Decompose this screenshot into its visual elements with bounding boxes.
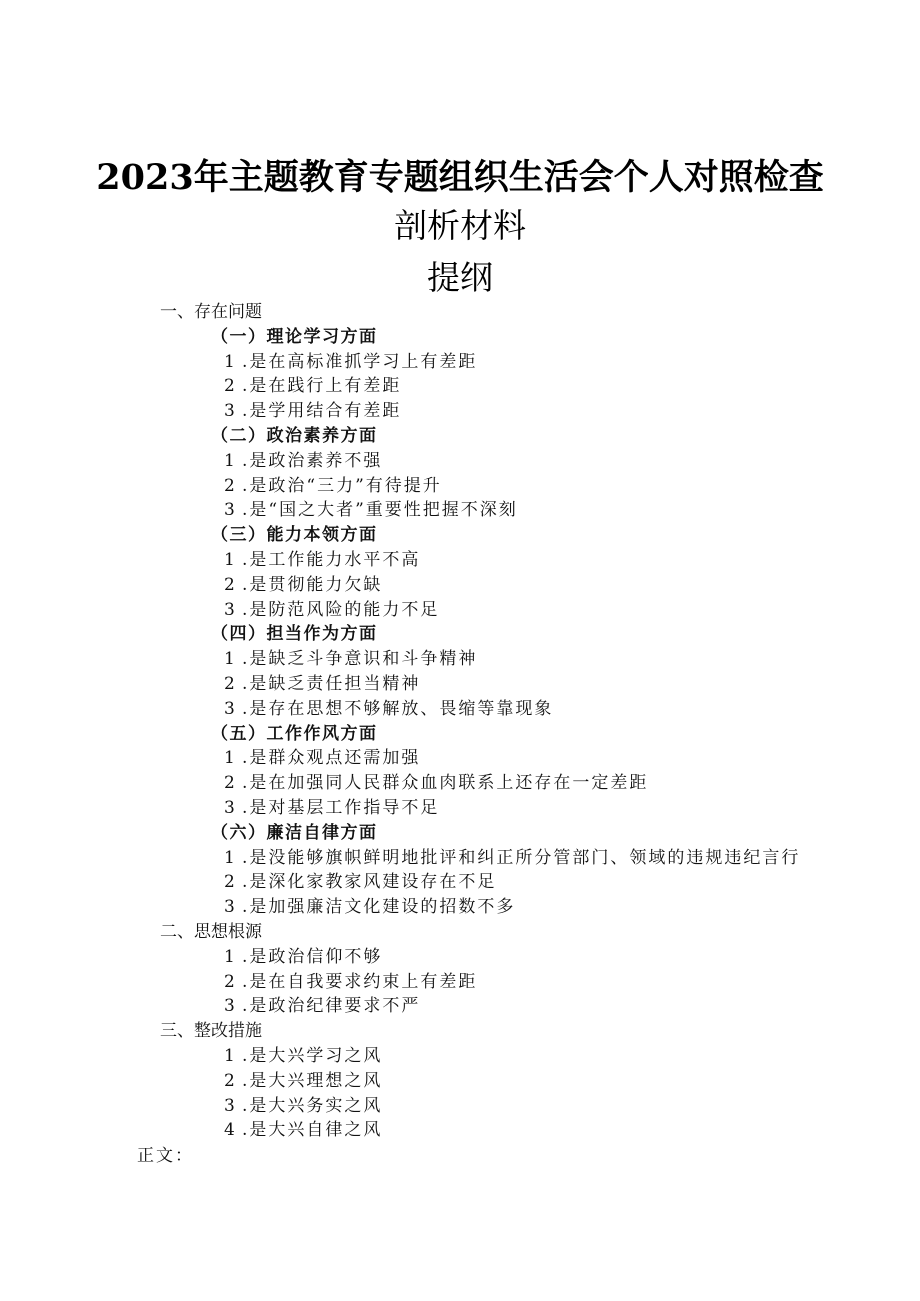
item-number: 2 — [224, 674, 237, 694]
item-text: .是政治信仰不够 — [242, 946, 383, 967]
item-number: 1 — [224, 649, 237, 670]
outline-item — [224, 747, 420, 769]
item-number: 3 — [224, 798, 237, 818]
item-text: .是对基层工作指导不足 — [242, 798, 440, 818]
item-text: .是政治“三力”有待提升 — [242, 475, 442, 496]
outline-item — [224, 574, 382, 596]
item-number: 2 — [224, 971, 237, 992]
item-text: .是学用结合有差距 — [242, 401, 402, 422]
outline-item — [224, 450, 382, 472]
outline-item — [224, 499, 518, 521]
item-number: 3 — [224, 401, 237, 422]
item-number: 1 — [224, 946, 237, 967]
item-number: 1 — [224, 748, 237, 769]
item-number: 1 — [224, 351, 237, 372]
item-number: 2 — [224, 475, 237, 496]
item-text: .是大兴学习之风 — [242, 1046, 383, 1066]
outline-item — [224, 1045, 382, 1067]
item-number: 1 — [224, 450, 237, 471]
item-number: 1 — [224, 550, 237, 570]
item-number: 3 — [224, 500, 237, 521]
outline-item — [224, 351, 477, 373]
outline-item — [224, 797, 439, 819]
item-number: 3 — [224, 996, 237, 1017]
item-text: .是缺乏斗争意识和斗争精神 — [242, 649, 478, 670]
outline-item — [224, 549, 420, 571]
item-text: .是“国之大者”重要性把握不深刻 — [242, 500, 518, 521]
section-heading: 二、思想根源 — [160, 922, 262, 942]
item-number: 3 — [224, 599, 237, 620]
item-text: .是在践行上有差距 — [242, 376, 402, 397]
item-text: .是政治素养不强 — [242, 450, 383, 471]
section-heading: 一、存在问题 — [160, 302, 262, 322]
item-text: .是深化家教家风建设存在不足 — [242, 872, 497, 893]
item-text: .是在加强同人民群众血肉联系上还存在一定差距 — [242, 773, 649, 794]
outline-item — [224, 599, 439, 621]
outline-item — [224, 971, 477, 993]
document-title-line-2: 剖析材料 — [394, 206, 526, 245]
item-text: .是工作能力水平不高 — [242, 550, 421, 570]
subsection-heading: （二）政治素养方面 — [211, 426, 378, 446]
outline-item — [224, 673, 420, 695]
outline-item — [224, 1095, 382, 1117]
item-number: 2 — [224, 773, 237, 794]
item-number: 3 — [224, 897, 237, 918]
item-number: 1 — [224, 847, 237, 868]
outline-item — [224, 375, 401, 397]
item-number: 1 — [224, 1046, 237, 1066]
outline-item — [224, 896, 515, 918]
item-text: .是存在思想不够解放、畏缩等靠现象 — [242, 698, 554, 719]
outline-item — [224, 400, 401, 422]
item-text: .是贯彻能力欠缺 — [242, 574, 383, 595]
outline-item — [224, 475, 442, 497]
subsection-heading: （一）理论学习方面 — [211, 326, 378, 347]
document-subtitle: 提纲 — [427, 258, 493, 297]
body-label: 正文： — [137, 1146, 194, 1166]
item-text: .是大兴务实之风 — [242, 1095, 383, 1116]
item-number: 2 — [224, 872, 237, 893]
outline-item — [224, 698, 553, 720]
document-title-line-1: 2023年主题教育专题组织生活会个人对照检查 — [96, 157, 824, 198]
item-text: .是大兴自律之风 — [242, 1120, 383, 1141]
item-text: .是缺乏责任担当精神 — [242, 674, 421, 694]
subsection-heading: （六）廉洁自律方面 — [211, 822, 378, 843]
outline-item — [224, 1070, 382, 1092]
item-number: 3 — [224, 698, 237, 719]
item-text: .是群众观点还需加强 — [242, 748, 421, 769]
outline-item — [224, 847, 800, 869]
outline-item — [224, 1119, 382, 1141]
subsection-heading: （五）工作作风方面 — [211, 723, 378, 744]
outline-item — [224, 995, 420, 1017]
outline-item — [224, 648, 477, 670]
outline-item — [224, 946, 382, 968]
item-text: .是在高标准抓学习上有差距 — [242, 351, 478, 372]
outline-item — [224, 772, 648, 794]
item-number: 2 — [224, 376, 237, 397]
section-heading: 三、整改措施 — [160, 1021, 262, 1042]
item-number: 2 — [224, 1070, 237, 1091]
item-number: 3 — [224, 1095, 237, 1116]
item-number: 4 — [224, 1120, 237, 1141]
outline-item — [224, 871, 496, 893]
item-text: .是没能够旗帜鲜明地批评和纠正所分管部门、领域的违规违纪言行 — [242, 847, 801, 868]
item-number: 2 — [224, 574, 237, 595]
item-text: .是在自我要求约束上有差距 — [242, 971, 478, 992]
item-text: .是防范风险的能力不足 — [242, 599, 440, 620]
subsection-heading: （四）担当作为方面 — [211, 624, 378, 645]
subsection-heading: （三）能力本领方面 — [211, 525, 378, 546]
item-text: .是加强廉洁文化建设的招数不多 — [242, 897, 516, 918]
item-text: .是大兴理想之风 — [242, 1070, 383, 1091]
item-text: .是政治纪律要求不严 — [242, 996, 421, 1017]
